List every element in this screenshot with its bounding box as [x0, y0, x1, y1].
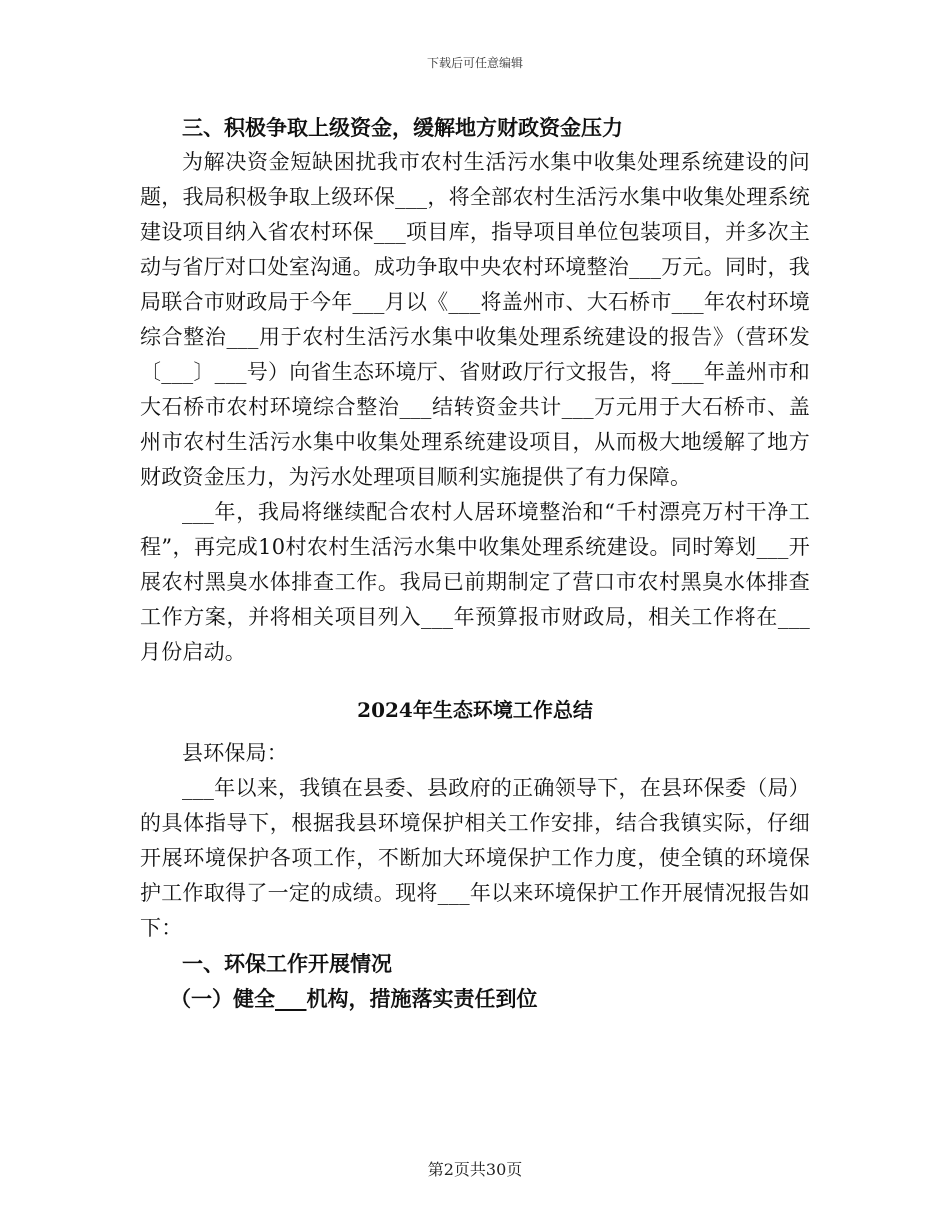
document-title: 2024年生态环境工作总结 — [357, 698, 593, 722]
page-content — [140, 110, 810, 1016]
paragraph: ___年，我局将继续配合农村人居环境整治和“千村漂亮万村干净工程”，再完成10村农村生活污水集中收集处理系统建设。同时筹划___开展农村黑臭水体排查工作。我局已前期制定了营口市农村黑臭水体排查工作方案，并将相关项目列入___年预算报市财政局，相关工作将在___月份启动。 — [140, 500, 810, 664]
salutation: 县环保局： — [182, 741, 288, 765]
paragraph: ___年以来，我镇在县委、县政府的正确领导下，在县环保委（局）的具体指导下，根据我县环境保护相关工作安排，结合我镇实际，仔细开展环境保护各项工作，不断加大环境保护工作力度，使全镇的环境保护工作取得了一定的成绩。现将___年以来环境保护工作开展情况报告如下： — [140, 776, 810, 940]
section-heading: 一、环保工作开展情况 — [182, 951, 392, 976]
page-number: 第2页共30页 — [427, 1160, 523, 1179]
subsection-heading: （一）健全___机构，措施落实责任到位 — [170, 986, 538, 1011]
section-heading: 三、积极争取上级资金，缓解地方财政资金压力 — [182, 115, 623, 140]
paragraph: 为解决资金短缺困扰我市农村生活污水集中收集处理系统建设的问题，我局积极争取上级环保___，将全部农村生活污水集中收集处理系统建设项目纳入省农村环保___项目库，指导项目单位包装项目，并多次主动与省厅对口处室沟通。成功争取中央农村环境整治___万元。同时，我局联合市财政局于今年___月以《___将盖州市、大石桥市___年农村环境综合整治___用于农村生活污水集中收集处理系统建设的报告》（营环发〔___〕___号）向省生态环境厅、省财政厅行文报告，将___年盖州市和大石桥市农村环境综合整治___结转资金共计___万元用于大石桥市、盖州市农村生活污水集中收集处理系统建设项目，从而极大地缓解了地方财政资金压力，为污水处理项目顺利实施提供了有力保障。 — [140, 150, 810, 489]
page-header: 下载后可任意编辑 — [426, 56, 523, 70]
